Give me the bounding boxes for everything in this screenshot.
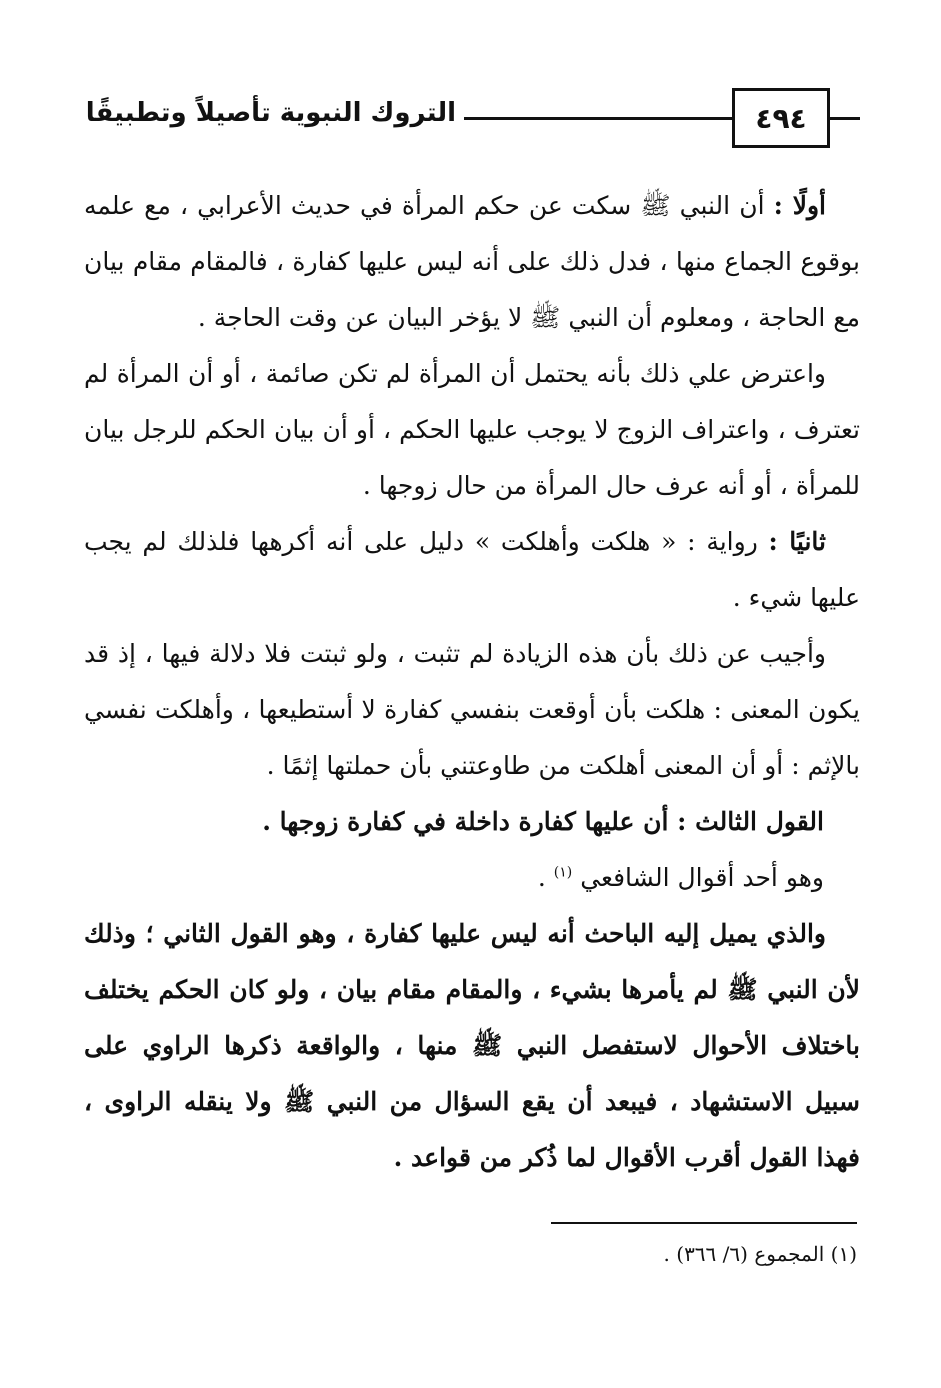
page-header (70, 88, 860, 158)
paragraph-first-point (84, 178, 860, 346)
paragraph-text: أن النبي ﷺ سكت عن حكم المرأة في حديث الأعرابي ، مع علمه بوقوع الجماع منها ، فدل ذلك على أنه ليس عليها كفارة ، فالمقام مقام بيان مع الحاجة ، ومعلوم أن النبي ﷺ لا يؤخر البيان عن وقت الحاجة . (84, 191, 860, 332)
book-title: التروك النبوية تأصيلاً وتطبيقًا (85, 98, 456, 128)
paragraph-second-point (84, 514, 860, 626)
paragraph-text: القول الثالث : أن عليها كفارة داخلة في كفارة زوجها . (262, 807, 824, 836)
paragraph-third-opinion (84, 794, 860, 850)
paragraph-answer (84, 626, 860, 794)
header-rule-middle (464, 117, 732, 120)
footnote: (١) المجموع (٦/ ٣٦٦) . (663, 1242, 857, 1266)
paragraph-text: رواية : « هلكت وأهلكت » دليل على أنه أكرهها فلذلك لم يجب عليها شيء . (84, 527, 860, 612)
paragraph-text: واعترض علي ذلك بأنه يحتمل أن المرأة لم تكن صائمة ، أو أن المرأة لم تعترف ، واعتراف الزوج لا يوجب عليها الحكم ، أو أن بيان الحكم للرجل بيان للمرأة ، أو أنه عرف حال المرأة من حال زوجها . (84, 359, 860, 500)
paragraph-text: وأجيب عن ذلك بأن هذه الزيادة لم تثبت ، ولو ثبتت فلا دلالة فيها ، إذ قد يكون المعنى : هلكت بأن أوقعت بنفسي كفارة لا أستطيعها ، وأهلكت نفسي بالإثم : أو أن المعنى أهلكت من طاوعتني بأن حملتها إثمًا . (84, 639, 860, 780)
header-rule-right (830, 117, 860, 120)
page-number: ٤٩٤ (732, 88, 830, 148)
paragraph-text: وهو أحد أقوال الشافعي (580, 863, 824, 892)
paragraph-objection (84, 346, 860, 514)
main-text (84, 178, 860, 1186)
paragraph-lead: أولًا : (773, 191, 826, 220)
paragraph-lead: ثانيًا : (768, 527, 826, 556)
paragraph-conclusion (84, 906, 860, 1186)
footnote-separator (551, 1222, 857, 1224)
paragraph-shafii (84, 850, 860, 906)
paragraph-text: والذي يميل إليه الباحث أنه ليس عليها كفارة ، وهو القول الثاني ؛ وذلك لأن النبي ﷺ لم يأمرها بشيء ، والمقام مقام بيان ، ولو كان الحكم يختلف باختلاف الأحوال لاستفصل النبي ﷺ منها ، والواقعة ذكرها الراوي على سبيل الاستشهاد ، فيبعد أن يقع السؤال من النبي ﷺ ولا ينقله الراوى ، فهذا القول أقرب الأقوال لما ذُكر من قواعد . (84, 919, 860, 1172)
footnote-reference[interactable]: (١) (553, 864, 573, 881)
paragraph-end: . (537, 863, 554, 892)
